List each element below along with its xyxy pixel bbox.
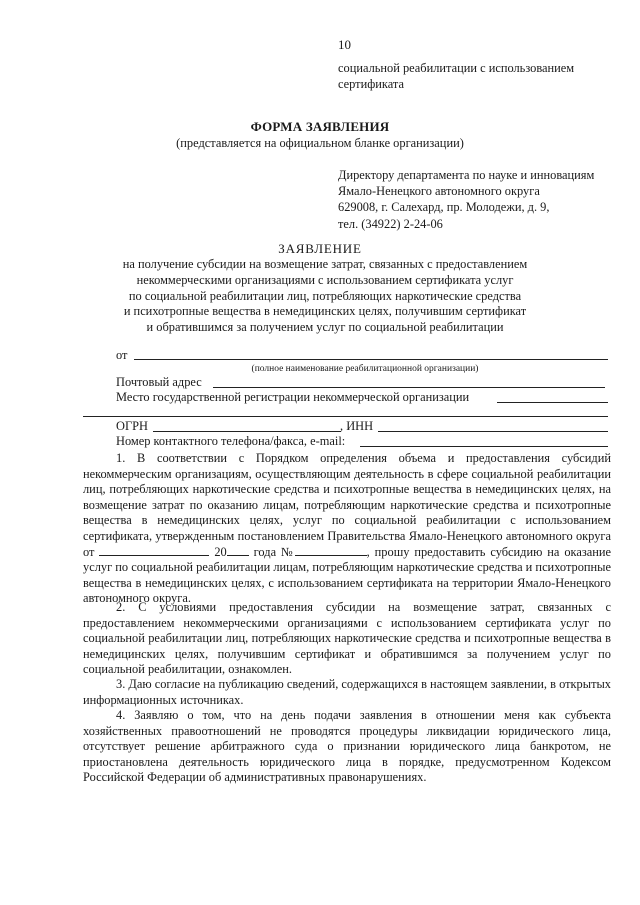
subject-line: и психотропные вещества в немедицинских целях, получившим сертификат bbox=[123, 304, 527, 319]
ogrn-label: ОГРН bbox=[116, 419, 148, 433]
addressee-line: 629008, г. Салехард, пр. Молодежи, д. 9, bbox=[338, 200, 550, 215]
decree-year-prefix: 20 bbox=[214, 544, 227, 559]
application-subject bbox=[60, 257, 590, 336]
addressee-line: Ямало-Ненецкого автономного округа bbox=[338, 184, 540, 199]
registration-label: Место государственной регистрации некоммерческой организации bbox=[116, 390, 470, 404]
from-field-caption: (полное наименование реабилитационной организации) bbox=[251, 364, 479, 374]
paragraph-3 bbox=[83, 677, 611, 708]
registration-field-line-2[interactable] bbox=[83, 416, 608, 417]
from-label: от bbox=[116, 348, 128, 362]
subject-line: некоммерческими организациями с использованием сертификата услуг bbox=[136, 272, 514, 287]
paragraph-4-text: 4. Заявляю о том, что на день подачи заявления в отношении меня как субъекта хозяйственных правоотношений не проводятся процедуры ликвидации юридического лица, отсутствует решение арбитражного суда о признании юридического лица банкротом, не приостановлена деятельность юридического лица в порядке, предусмотренном Кодексом Российской Федерации об административных правонарушениях. bbox=[83, 708, 611, 785]
decree-number-blank[interactable] bbox=[295, 545, 367, 556]
postal-address-label: Почтовый адрес bbox=[116, 375, 202, 389]
decree-number-label: года № bbox=[253, 544, 295, 559]
subject-line: и обратившимся за получением услуг по социальной реабилитации bbox=[146, 320, 504, 335]
registration-field-line[interactable] bbox=[497, 402, 608, 403]
paragraph-2 bbox=[83, 600, 611, 678]
header-note-line: сертификата bbox=[338, 76, 404, 91]
paragraph-3-text: 3. Даю согласие на публикацию сведений, содержащихся в настоящем заявлении, в открытых информационных источниках. bbox=[83, 677, 611, 707]
addressee-block bbox=[338, 167, 594, 232]
paragraph-4 bbox=[83, 708, 611, 786]
decree-year-blank[interactable] bbox=[227, 545, 249, 556]
inn-label: , ИНН bbox=[340, 419, 374, 433]
paragraph-2-text: 2. С условиями предоставления субсидии на возмещение затрат, связанных с предоставлением некоммерческими организациями с использованием сертификата услуг по социальной реабилитации лиц, потребляющих наркотические средства и психотропные вещества в немедицинских целях, получившим сертификат и обратившимся за получением услуг по социальной реабилитации, ознакомлен. bbox=[83, 600, 611, 677]
page-number: 10 bbox=[338, 37, 351, 52]
phone-field-line[interactable] bbox=[360, 446, 608, 447]
decree-date-blank[interactable] bbox=[99, 545, 209, 556]
addressee-line: Директору департамента по науке и инновациям bbox=[338, 168, 595, 182]
paragraph-1-tail: , прошу предоставить субсидию на оказание услуг по социальной реабилитации лицам, потребляющим наркотические средства и психотропные вещества в немедицинских целях, с использованием сертификата на территории Ямало-Ненецкого автономного округа. bbox=[83, 544, 612, 606]
postal-address-field-line[interactable] bbox=[213, 387, 605, 388]
subject-line: по социальной реабилитации лиц, потребляющих наркотические средства bbox=[128, 288, 522, 303]
subject-line: на получение субсидии на возмещение затрат, связанных с предоставлением bbox=[122, 257, 528, 271]
paragraph-1 bbox=[83, 451, 611, 607]
ogrn-field-line[interactable] bbox=[153, 431, 341, 432]
inn-field-line[interactable] bbox=[378, 431, 608, 432]
phone-label: Номер контактного телефона/факса, e-mail: bbox=[116, 434, 346, 448]
from-field-line[interactable] bbox=[134, 359, 608, 360]
form-title: ФОРМА ЗАЯВЛЕНИЯ bbox=[250, 119, 390, 134]
header-note-line: социальной реабилитации с использованием bbox=[338, 61, 575, 75]
paragraph-1-text: 1. В соответствии с Порядком определения объема и предоставления субсидий некоммерческим организациям, осуществляющим деятельность в сфере социальной реабилитации лиц, потребляющих наркотические средства и психотропные вещества в немедицинских целях, на возмещение затрат по оказанию лицам, потребляющим наркотические средства и психотропные вещества в немедицинских целях, услуг по социальной реабилитации с использованием сертификата, утвержденным постановлением Правительства Ямало-Ненецкого автономного округа от bbox=[83, 451, 611, 559]
header-note bbox=[338, 61, 574, 92]
addressee-line: тел. (34922) 2-24-06 bbox=[338, 216, 443, 231]
application-title: ЗАЯВЛЕНИЕ bbox=[278, 241, 362, 256]
form-subtitle: (представляется на официальном бланке организации) bbox=[176, 136, 464, 150]
